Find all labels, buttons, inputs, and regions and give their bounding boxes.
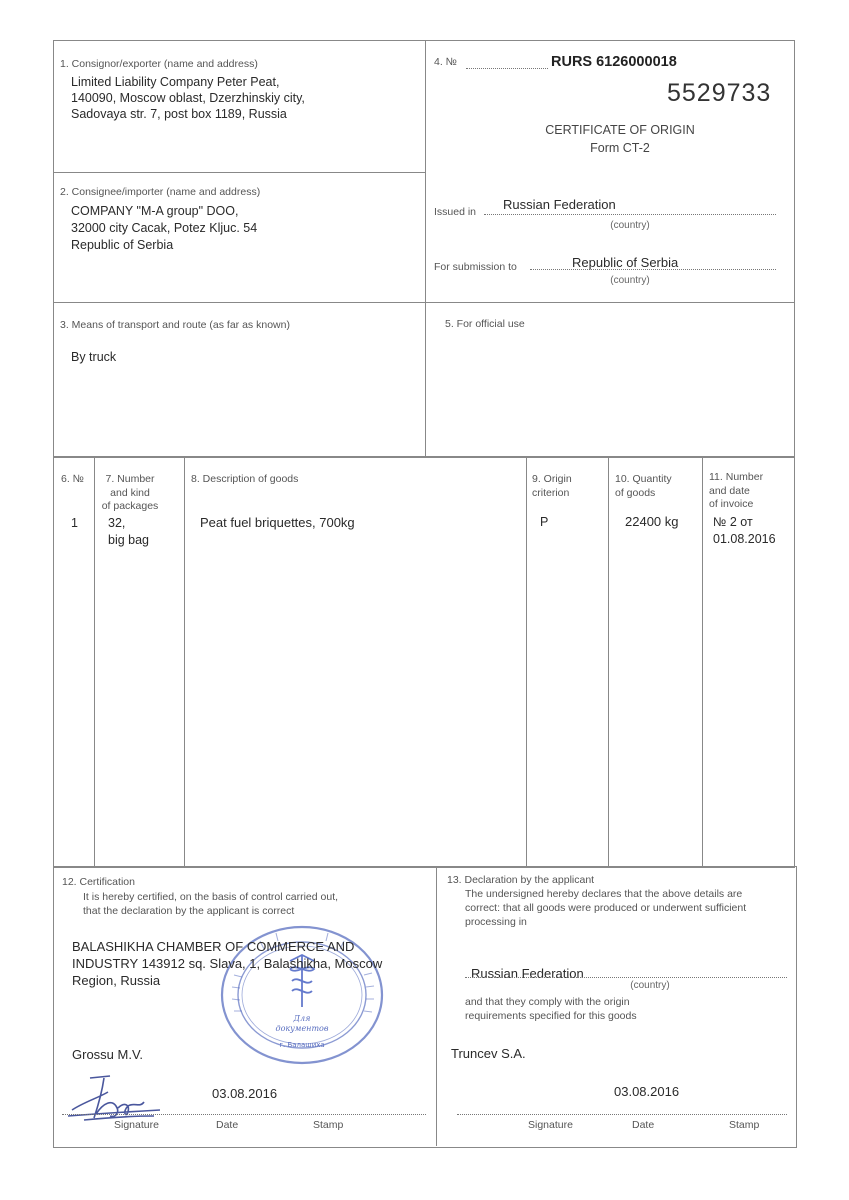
submission-country-hint: (country) <box>610 275 650 286</box>
certification-date: 03.08.2016 <box>212 1086 278 1101</box>
certificate-serial: 5529733 <box>667 79 772 107</box>
declaration-country-dots <box>465 977 787 978</box>
consignee-line: Republic of Serbia <box>71 238 174 252</box>
submission-label: For submission to <box>434 261 517 273</box>
declaration-country-hint: (country) <box>630 980 670 991</box>
issued-label: Issued in <box>434 206 477 218</box>
consignor-address <box>71 74 305 122</box>
col-divider <box>184 458 185 866</box>
chamber-line: Region, Russia <box>72 973 161 988</box>
col9-header <box>532 473 572 500</box>
certification-text <box>83 890 338 918</box>
col7-header-line: and kind <box>110 486 150 499</box>
col11-header-line: 11. Number <box>709 471 764 483</box>
row-packages <box>108 515 149 549</box>
box4-label: 4. № <box>434 56 457 68</box>
certification-signature-label: Signature <box>114 1119 159 1131</box>
box5-label: 5. For official use <box>445 318 525 330</box>
packages-line: 32, <box>108 516 126 530</box>
issued-dots <box>484 214 776 215</box>
col-divider <box>608 458 609 866</box>
row-description: Peat fuel briquettes, 700kg <box>200 515 355 530</box>
invoice-line: № 2 от <box>713 515 753 529</box>
consignee-line: COMPANY "M-A group" DOO, <box>71 204 239 218</box>
chamber-line: INDUSTRY 143912 sq. Slava, 1, Balashikha, Moscow <box>72 956 383 971</box>
number-dots <box>466 68 548 69</box>
col8-header: 8. Description of goods <box>191 473 299 485</box>
stamp-text-line: документов <box>275 1024 329 1033</box>
col-divider <box>702 458 703 866</box>
box1-label: 1. Consignor/exporter (name and address) <box>60 58 258 70</box>
declaration-date-label: Date <box>632 1119 655 1131</box>
col10-header-line: 10. Quantity <box>615 473 672 485</box>
col9-header-line: 9. Origin <box>532 473 572 485</box>
consignee-line: 32000 city Cacak, Potez Kljuc. 54 <box>71 221 258 235</box>
declarant-name: Truncev S.A. <box>451 1046 526 1061</box>
col9-header-line: criterion <box>532 486 570 499</box>
box3-label: 3. Means of transport and route (as far as known) <box>60 319 290 331</box>
invoice-line: 01.08.2016 <box>713 532 776 546</box>
col10-header-line: of goods <box>615 486 656 499</box>
declaration-line: correct: that all goods were produced or underwent sufficient <box>465 902 747 914</box>
stamp-text-line: Для <box>293 1014 311 1023</box>
submission-value: Republic of Serbia <box>572 255 679 270</box>
goods-table-frame <box>53 456 795 868</box>
divider-1-2 <box>53 172 425 173</box>
declaration-text <box>465 887 746 929</box>
declaration-country: Russian Federation <box>471 966 584 981</box>
declaration-signature-label: Signature <box>528 1119 573 1131</box>
col7-header <box>96 473 164 514</box>
col6-header: 6. № <box>61 473 84 485</box>
comply-line: requirements specified for this goods <box>465 1010 637 1022</box>
packages-line: big bag <box>108 533 150 547</box>
form-name: Form CT-2 <box>590 141 650 155</box>
col11-header-line: and date <box>709 484 750 497</box>
box12-label: 12. Certification <box>62 876 135 888</box>
col7-header-line: of packages <box>101 500 159 512</box>
consignee-address <box>71 203 257 254</box>
col7-header-line: 7. Number <box>105 473 155 485</box>
transport-value: By truck <box>71 350 117 364</box>
row-invoice <box>713 514 776 548</box>
stamp-text-line: г. Балашиха <box>279 1041 325 1049</box>
col10-header <box>615 473 672 500</box>
col-divider <box>526 458 527 866</box>
chamber-address <box>72 938 382 989</box>
consignor-line: Sadovaya str. 7, post box 1189, Russia <box>71 107 287 121</box>
consignor-line: Limited Liability Company Peter Peat, <box>71 75 280 89</box>
box2-label: 2. Consignee/importer (name and address) <box>60 186 261 198</box>
row-criterion: P <box>540 515 549 529</box>
certification-line: It is hereby certified, on the basis of control carried out, <box>83 891 339 903</box>
box13-label: 13. Declaration by the applicant <box>447 874 595 886</box>
issued-country-hint: (country) <box>610 220 650 231</box>
declaration-line: processing in <box>465 916 527 928</box>
certification-dots <box>62 1114 426 1115</box>
declaration-stamp-label: Stamp <box>729 1119 760 1131</box>
certificate-number: RURS 6126000018 <box>551 54 677 70</box>
col11-header-line: of invoice <box>709 498 754 510</box>
consignor-line: 140090, Moscow oblast, Dzerzhinskiy city, <box>71 91 305 105</box>
comply-line: and that they comply with the origin <box>465 996 630 1008</box>
chamber-line: BALASHIKHA CHAMBER OF COMMERCE AND <box>72 939 355 954</box>
declaration-comply <box>465 995 637 1023</box>
certification-stamp-label: Stamp <box>313 1119 344 1131</box>
divider-2-3 <box>53 302 794 303</box>
declaration-date: 03.08.2016 <box>614 1084 680 1099</box>
declaration-line: The undersigned hereby declares that the above details are <box>465 888 743 900</box>
certification-line: that the declaration by the applicant is correct <box>83 905 295 917</box>
certification-date-label: Date <box>216 1119 239 1131</box>
col11-header <box>709 471 763 512</box>
certificate-title: CERTIFICATE OF ORIGIN <box>545 123 695 137</box>
row-quantity: 22400 kg <box>625 514 679 529</box>
certifier-name: Grossu M.V. <box>72 1047 144 1062</box>
bottom-vertical-divider <box>436 866 437 1146</box>
top-vertical-divider <box>425 40 426 456</box>
issued-value: Russian Federation <box>503 197 616 212</box>
col-divider <box>94 458 95 866</box>
row-no: 1 <box>71 516 78 530</box>
declaration-dots <box>457 1114 787 1115</box>
